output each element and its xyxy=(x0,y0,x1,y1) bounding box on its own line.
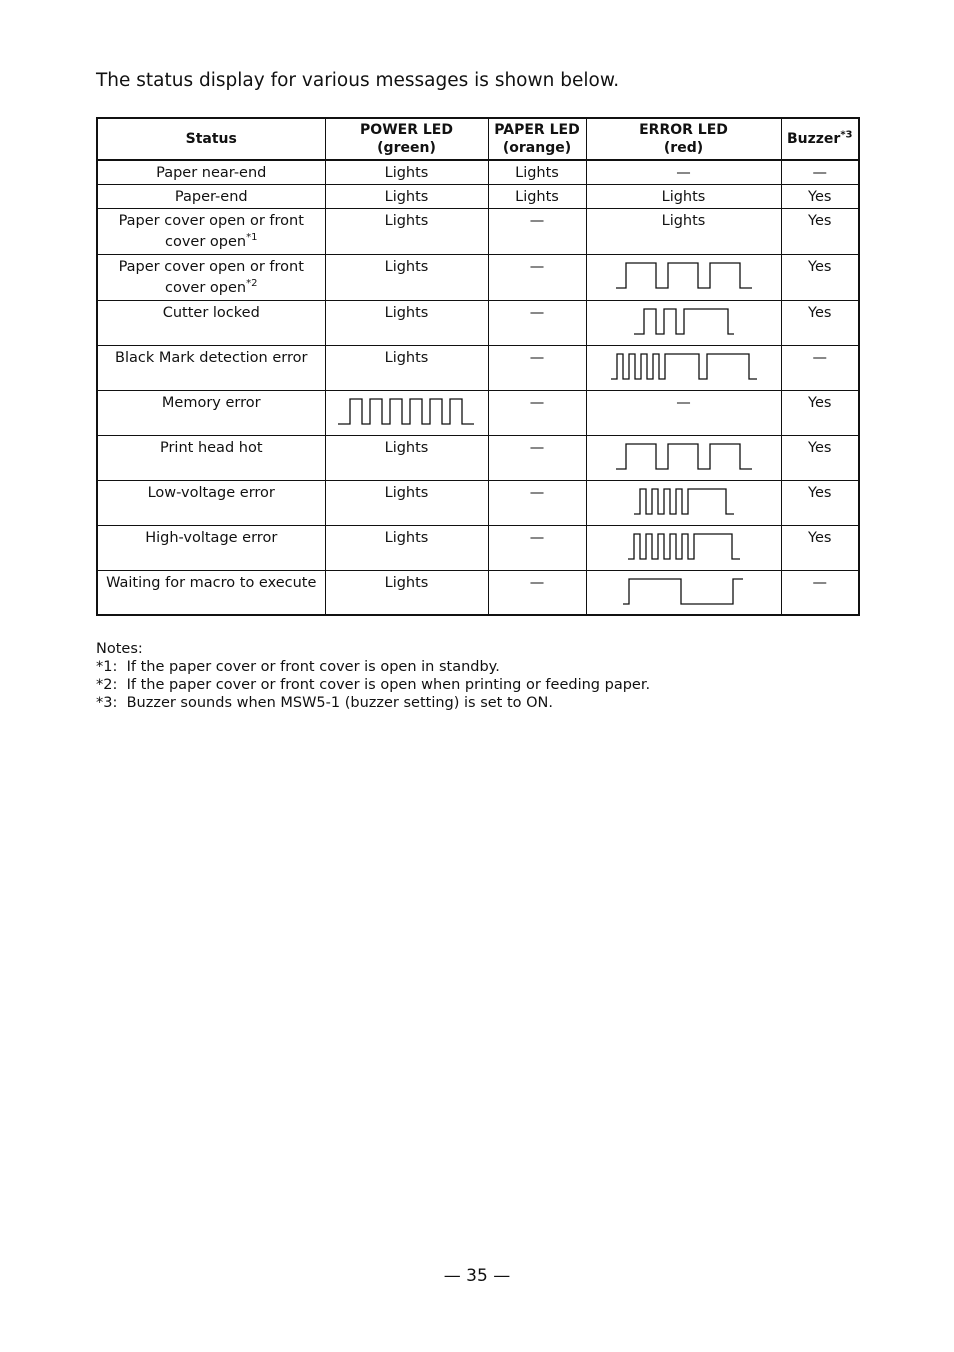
error-cell xyxy=(586,346,781,391)
error-cell xyxy=(586,301,781,346)
power-cell: Lights xyxy=(325,481,488,526)
power-cell: Lights xyxy=(325,255,488,301)
status-cell: Print head hot xyxy=(97,436,325,481)
status-cell: High-voltage error xyxy=(97,526,325,571)
status-cell: Waiting for macro to execute xyxy=(97,571,325,615)
error-led-blink-pattern xyxy=(614,442,754,472)
paper-cell: — xyxy=(488,301,586,346)
footnote-ref: *2 xyxy=(246,278,258,290)
paper-cell: — xyxy=(488,255,586,301)
note-3: *3: Buzzer sounds when MSW5-1 (buzzer setting) is set to ON. xyxy=(96,695,554,711)
paper-cell: — xyxy=(488,436,586,481)
table-row xyxy=(97,346,859,391)
note-1: *1: If the paper cover or front cover is open in standby. xyxy=(96,659,500,675)
error-cell: — xyxy=(586,391,781,436)
note-2: *2: If the paper cover or front cover is open when printing or feeding paper. xyxy=(96,677,651,693)
page-number: — 35 — xyxy=(443,1266,511,1286)
header-buzzer xyxy=(781,118,859,160)
buzzer-cell: Yes xyxy=(781,209,859,255)
footnote-ref: *1 xyxy=(246,232,258,244)
table-row xyxy=(97,526,859,571)
status-cell: Paper near-end xyxy=(97,160,325,185)
power-led-blink-pattern xyxy=(336,397,478,427)
buzzer-cell: Yes xyxy=(781,255,859,301)
table-row xyxy=(97,160,859,185)
power-cell: Lights xyxy=(325,346,488,391)
buzzer-cell: — xyxy=(781,571,859,615)
paper-cell: — xyxy=(488,526,586,571)
buzzer-cell: — xyxy=(781,346,859,391)
header-buzzer-note: *3 xyxy=(840,129,853,141)
header-paper-line2: (orange) xyxy=(502,140,572,156)
error-led-blink-pattern xyxy=(632,487,736,517)
power-cell xyxy=(325,391,488,436)
power-cell: Lights xyxy=(325,571,488,615)
paper-cell: — xyxy=(488,481,586,526)
paper-cell: — xyxy=(488,346,586,391)
error-cell xyxy=(586,571,781,615)
table-row xyxy=(97,481,859,526)
paper-cell: Lights xyxy=(488,185,586,209)
error-led-blink-pattern xyxy=(632,307,736,337)
power-cell: Lights xyxy=(325,209,488,255)
error-cell xyxy=(586,481,781,526)
power-cell: Lights xyxy=(325,301,488,346)
header-status: Status xyxy=(97,118,325,160)
error-cell: — xyxy=(586,160,781,185)
error-led-blink-pattern xyxy=(626,532,742,562)
status-cell: Paper cover open or front cover open$^{*1}$ xyxy=(97,209,325,255)
power-cell: Lights xyxy=(325,526,488,571)
table-row xyxy=(97,209,859,255)
header-buzzer-label: Buzzer xyxy=(786,131,841,147)
power-cell: Lights xyxy=(325,160,488,185)
status-cell: Paper cover open or front cover open$^{*2}$ xyxy=(97,255,325,301)
paper-cell: Lights xyxy=(488,160,586,185)
status-cell: Memory error xyxy=(97,391,325,436)
buzzer-cell: Yes xyxy=(781,481,859,526)
table-row xyxy=(97,185,859,209)
error-cell: Lights xyxy=(586,209,781,255)
header-power-led xyxy=(325,118,488,160)
buzzer-cell: Yes xyxy=(781,391,859,436)
intro-text: The status display for various messages is shown below. xyxy=(96,70,620,91)
header-paper-led xyxy=(488,118,586,160)
notes-title: Notes: xyxy=(96,641,143,657)
table-row xyxy=(97,255,859,301)
header-power-line1: POWER LED xyxy=(360,122,453,138)
buzzer-cell: Yes xyxy=(781,526,859,571)
header-error-led xyxy=(586,118,781,160)
header-error-line1: ERROR LED xyxy=(639,122,728,138)
status-cell: Paper-end xyxy=(97,185,325,209)
table-row xyxy=(97,571,859,615)
buzzer-cell: Yes xyxy=(781,185,859,209)
table-row xyxy=(97,436,859,481)
status-table xyxy=(96,117,860,616)
notes-section xyxy=(96,640,650,712)
buzzer-cell: Yes xyxy=(781,436,859,481)
buzzer-cell: — xyxy=(781,160,859,185)
status-cell: Black Mark detection error xyxy=(97,346,325,391)
status-cell: Low-voltage error xyxy=(97,481,325,526)
error-cell xyxy=(586,255,781,301)
paper-cell: — xyxy=(488,391,586,436)
header-row xyxy=(97,118,859,160)
error-led-blink-pattern xyxy=(614,261,754,291)
error-led-blink-pattern xyxy=(621,577,747,607)
buzzer-cell: Yes xyxy=(781,301,859,346)
error-led-blink-pattern xyxy=(609,352,759,382)
power-cell: Lights xyxy=(325,436,488,481)
power-cell: Lights xyxy=(325,185,488,209)
status-cell: Cutter locked xyxy=(97,301,325,346)
paper-cell: — xyxy=(488,209,586,255)
header-power-line2: (green) xyxy=(377,140,436,156)
error-cell xyxy=(586,436,781,481)
error-cell: Lights xyxy=(586,185,781,209)
header-error-line2: (red) xyxy=(663,140,704,156)
table-row xyxy=(97,391,859,436)
paper-cell: — xyxy=(488,571,586,615)
error-cell xyxy=(586,526,781,571)
table-row xyxy=(97,301,859,346)
header-paper-line1: PAPER LED xyxy=(494,122,580,138)
